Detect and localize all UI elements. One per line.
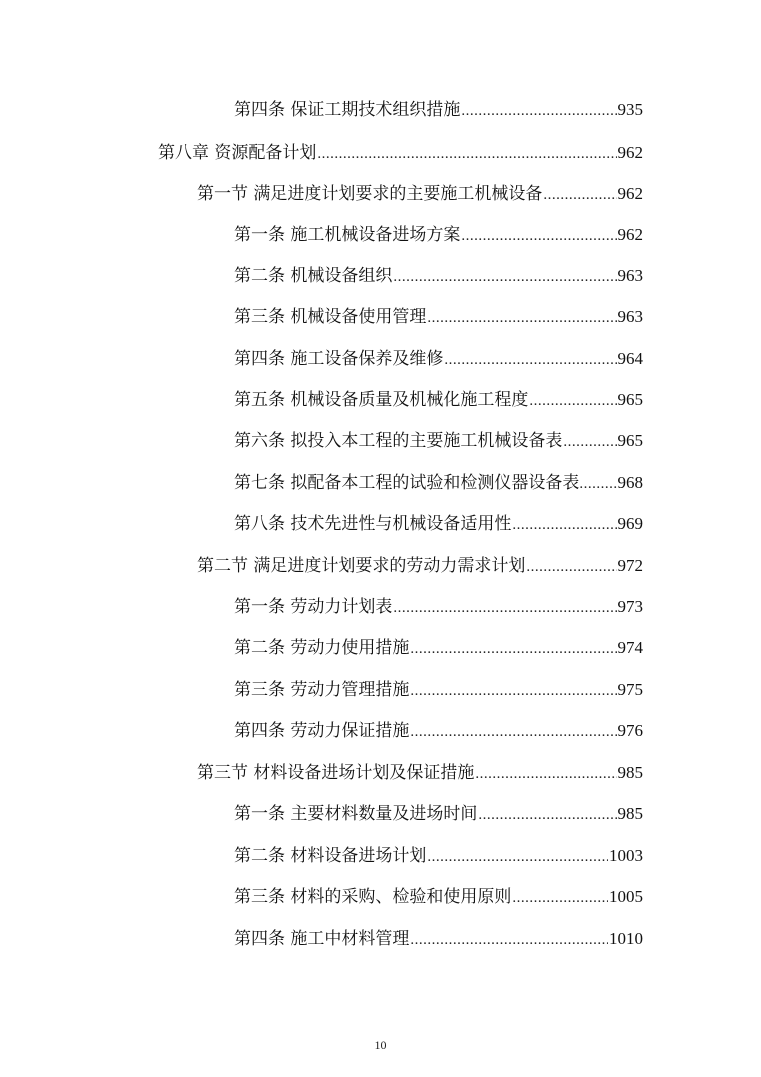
toc-entry-page: 968 — [617, 473, 643, 492]
toc-entry-title: 第二条 材料设备进场计划 — [234, 846, 427, 866]
toc-entry-title: 第一条 主要材料数量及进场时间 — [234, 804, 478, 824]
toc-entry[interactable] — [234, 511, 643, 537]
page-number: 10 — [374, 1038, 387, 1052]
toc-entry-title: 第一条 劳动力计划表 — [234, 597, 393, 617]
dot-leader — [427, 305, 616, 331]
dot-leader — [393, 264, 616, 290]
toc-entry-title: 第八条 技术先进性与机械设备适用性 — [234, 514, 512, 534]
toc-entry-page: 976 — [617, 721, 643, 740]
toc-entry-title: 第四条 施工中材料管理 — [234, 929, 410, 949]
toc-entry[interactable] — [158, 140, 643, 166]
toc-entry[interactable] — [234, 428, 643, 454]
toc-entry-page: 1005 — [609, 887, 643, 906]
toc-entry-page: 935 — [617, 100, 643, 119]
toc-entry[interactable] — [234, 387, 643, 413]
toc-entry-title: 第二条 机械设备组织 — [234, 266, 393, 286]
dot-leader — [529, 388, 616, 414]
toc-entry-page: 1003 — [609, 846, 643, 865]
toc-entry-title: 第七条 拟配备本工程的试验和检测仪器设备表 — [234, 473, 580, 493]
toc-entry[interactable] — [234, 635, 643, 661]
toc-entry[interactable] — [197, 553, 643, 579]
toc-entry-page: 985 — [617, 763, 643, 782]
toc-entry-title: 第一节 满足进度计划要求的主要施工机械设备 — [197, 184, 543, 204]
dot-leader — [526, 554, 616, 580]
dot-leader — [410, 636, 616, 662]
toc-entry-title: 第三节 材料设备进场计划及保证措施 — [197, 763, 475, 783]
toc-entry[interactable] — [234, 801, 643, 827]
toc-entry-page: 965 — [617, 390, 643, 409]
toc-entry-title: 第四条 施工设备保养及维修 — [234, 349, 444, 369]
toc-entry-title: 第四条 保证工期技术组织措施 — [234, 100, 461, 120]
toc-entry-page: 962 — [617, 225, 643, 244]
dot-leader — [461, 98, 616, 124]
dot-leader — [427, 844, 608, 870]
dot-leader — [444, 347, 616, 373]
toc-entry-page: 964 — [617, 349, 643, 368]
dot-leader — [410, 719, 616, 745]
toc-entry[interactable] — [234, 926, 643, 952]
toc-entry-title: 第四条 劳动力保证措施 — [234, 721, 410, 741]
toc-entry[interactable] — [234, 843, 643, 869]
dot-leader — [410, 678, 616, 704]
dot-leader — [478, 802, 616, 828]
toc-entry-page: 975 — [617, 680, 643, 699]
toc-entry-title: 第三条 机械设备使用管理 — [234, 307, 427, 327]
toc-entry-title: 第三条 劳动力管理措施 — [234, 680, 410, 700]
toc-entry[interactable] — [197, 760, 643, 786]
toc-entry-page: 963 — [617, 307, 643, 326]
toc-entry[interactable] — [234, 222, 643, 248]
toc-entry-title: 第五条 机械设备质量及机械化施工程度 — [234, 390, 529, 410]
toc-entry[interactable] — [234, 470, 643, 496]
toc-entry-page: 962 — [617, 184, 643, 203]
dot-leader — [543, 182, 616, 208]
toc-entry[interactable] — [234, 677, 643, 703]
dot-leader — [393, 595, 616, 621]
toc-entry[interactable] — [234, 594, 643, 620]
dot-leader — [410, 927, 608, 953]
toc-entry-title: 第八章 资源配备计划 — [158, 143, 317, 163]
dot-leader — [512, 512, 616, 538]
toc-entry[interactable] — [234, 304, 643, 330]
dot-leader — [317, 141, 616, 167]
dot-leader — [512, 885, 608, 911]
dot-leader — [563, 429, 616, 455]
toc-entry-title: 第一条 施工机械设备进场方案 — [234, 225, 461, 245]
toc-entry[interactable] — [234, 718, 643, 744]
toc-entry-page: 972 — [617, 556, 643, 575]
toc-entry[interactable] — [234, 884, 643, 910]
toc-entry-page: 965 — [617, 431, 643, 450]
dot-leader — [579, 471, 617, 497]
toc-entry-title: 第三条 材料的采购、检验和使用原则 — [234, 887, 512, 907]
toc-entry-title: 第二条 劳动力使用措施 — [234, 638, 410, 658]
toc-entry-title: 第二节 满足进度计划要求的劳动力需求计划 — [197, 556, 526, 576]
toc-entry[interactable] — [234, 97, 643, 123]
toc-entry-page: 974 — [617, 638, 643, 657]
toc-entry-page: 969 — [617, 514, 643, 533]
toc-entry-page: 963 — [617, 266, 643, 285]
toc-entry-page: 973 — [617, 597, 643, 616]
dot-leader — [475, 761, 616, 787]
toc-entry[interactable] — [234, 263, 643, 289]
toc-entry-title: 第六条 拟投入本工程的主要施工机械设备表 — [234, 431, 563, 451]
toc-entry-page: 1010 — [609, 929, 643, 948]
dot-leader — [461, 223, 616, 249]
toc-entry-page: 985 — [617, 804, 643, 823]
toc-entry[interactable] — [234, 346, 643, 372]
toc-entry-page: 962 — [617, 143, 643, 162]
toc-entry[interactable] — [197, 181, 643, 207]
